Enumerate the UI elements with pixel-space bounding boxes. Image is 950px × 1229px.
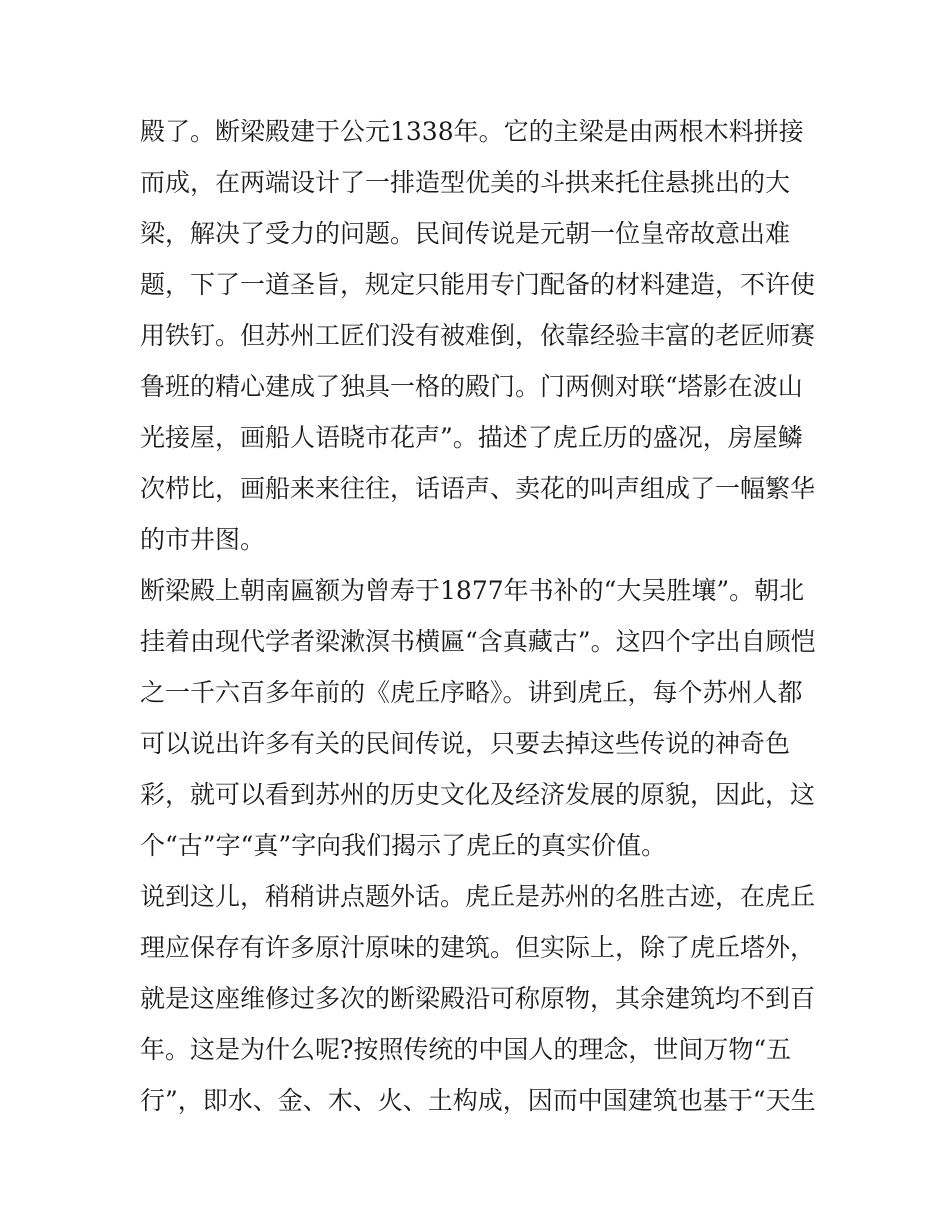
text-line-1: 殿了。断梁殿建于公元1338年。它的主梁是由两根木料拼接 [140, 117, 804, 146]
text-line-5: 用铁钉。但苏州工匠们没有被难倒，依靠经验丰富的老匠师赛 [140, 321, 816, 350]
text-line-11: 挂着由现代学者梁漱溟书横匾“含真藏古”。这四个字出自顾恺 [140, 627, 816, 656]
text-line-3: 梁，解决了受力的问题。民间传说是元朝一位皇帝故意出难 [140, 219, 791, 248]
text-line-20: 行”，即水、金、木、火、土构成，因而中国建筑也基于“天生 [140, 1086, 816, 1115]
text-line-16: 说到这儿，稍稍讲点题外话。虎丘是苏州的名胜古迹，在虎丘 [140, 882, 816, 911]
text-line-6: 鲁班的精心建成了独具一格的殿门。门两侧对联“塔影在波山 [140, 372, 803, 401]
text-line-2: 而成，在两端设计了一排造型优美的斗拱来托住悬挑出的大 [140, 168, 791, 197]
text-line-9: 的市井图。 [140, 525, 266, 554]
text-line-19: 年。这是为什么呢?按照传统的中国人的理念，世间万物“五 [140, 1035, 792, 1064]
text-line-7: 光接屋，画船人语晓市花声”。描述了虎丘历的盛况，房屋鳞 [140, 423, 803, 452]
text-line-10: 断梁殿上朝南匾额为曾寿于1877年书补的“大吴胜壤”。朝北 [140, 576, 805, 605]
text-line-14: 彩，就可以看到苏州的历史文化及经济发展的原貌，因此，这 [140, 780, 816, 809]
text-line-12: 之一千六百多年前的《虎丘序略》。讲到虎丘，每个苏州人都 [140, 678, 803, 707]
body-text [140, 106, 820, 1126]
text-line-4: 题，下了一道圣旨，规定只能用专门配备的材料建造，不许使 [140, 270, 816, 299]
text-line-13: 可以说出许多有关的民间传说，只要去掉这些传说的神奇色 [140, 729, 791, 758]
text-line-15: 个“古”字“真”字向我们揭示了虎丘的真实价值。 [140, 831, 667, 860]
text-line-17: 理应保存有许多原汁原味的建筑。但实际上，除了虎丘塔外， [140, 933, 816, 962]
text-line-18: 就是这座维修过多次的断梁殿沿可称原物，其余建筑均不到百 [140, 984, 816, 1013]
text-line-8: 次栉比，画船来来往往，话语声、卖花的叫声组成了一幅繁华 [140, 474, 816, 503]
